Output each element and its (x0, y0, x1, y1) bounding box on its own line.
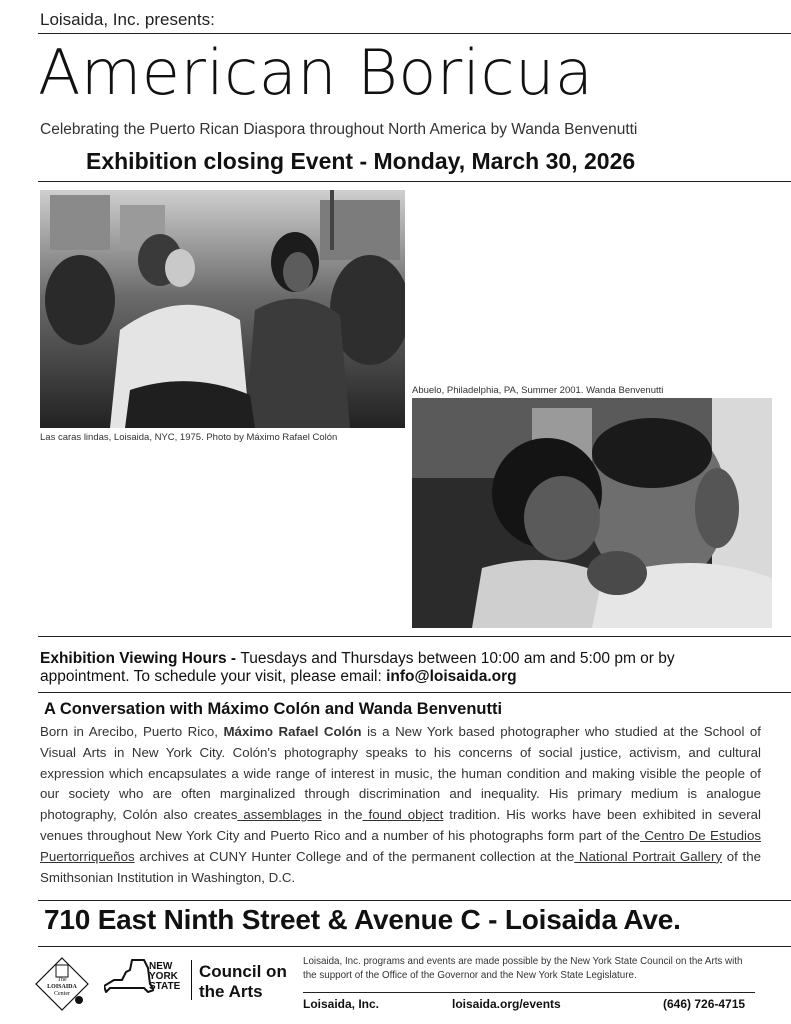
conversation-heading: A Conversation with Máximo Colón and Wanda Benvenutti (44, 700, 503, 718)
divider (38, 181, 791, 182)
new-york-state-icon (104, 958, 154, 998)
bio-text: Born in Arecibo, Puerto Rico, (40, 724, 224, 739)
dancers-photo-illustration (40, 190, 405, 428)
divider (38, 900, 791, 901)
hours-label: Exhibition Viewing Hours - (40, 650, 241, 667)
divider (38, 33, 791, 34)
presents-line: Loisaida, Inc. presents: (40, 10, 215, 29)
centro-link[interactable]: Centro De Estudios Puertorriqueños (40, 827, 761, 864)
artist-name: Máximo Rafael Colón (223, 724, 362, 739)
assemblages-link[interactable]: assemblages (237, 807, 322, 823)
contact-email[interactable]: info@loisaida.org (386, 668, 517, 685)
bio-text: of the Smithsonian Institution in Washington, D.C. (40, 848, 761, 885)
artist-bio (40, 722, 761, 888)
nys-line: NEW (149, 961, 173, 972)
logo-line: LOISAIDA (47, 984, 77, 990)
divider (38, 636, 791, 637)
funding-statement: Loisaida, Inc. programs and events are made possible by the New York State Council on the Arts with the support of the Office of the Governor and the New York State Legislature. (303, 956, 743, 981)
footer-org: Loisaida, Inc. (303, 997, 380, 1011)
portrait-gallery-link[interactable]: National Portrait Gallery (574, 848, 723, 864)
loisaida-center-logo (34, 956, 90, 1012)
viewing-hours (40, 650, 760, 686)
bio-text: tradition. His works have been exhibited in several venues throughout New York City and Puerto Rico and a number of his photographs form part of the (40, 807, 761, 843)
divider (38, 692, 791, 693)
abuelo-photo-illustration (412, 398, 772, 628)
bio-text: is a New York based photographer who studied at the School of Visual Arts in New York City. Colón's photography speaks to his concerns of social justice, activism, and cultural expression which encapsulates a wide range of interest in music, the human condition and making visible the people of our society who are often marginalized through discrimination and inequality. His primary medium is analogue photography, Colón also creates (40, 724, 761, 823)
loisaida-logo-text (34, 977, 90, 998)
council-line: Council on (199, 962, 287, 981)
photo-dancers (40, 190, 405, 428)
nys-map-icon (104, 958, 154, 998)
bio-text: archives at CUNY Hunter College and of the permanent collection at the (134, 848, 575, 864)
divider (303, 992, 755, 993)
photo-abuelo (412, 398, 772, 628)
address: 710 East Ninth Street & Avenue C - Loisaida Ave. (44, 904, 681, 935)
nys-line: YORK (149, 971, 178, 982)
divider (38, 946, 791, 947)
logo-line: Center (54, 991, 70, 997)
logo-divider (191, 960, 192, 1000)
subtitle: Celebrating the Puerto Rican Diaspora throughout North America by Wanda Benvenutti (40, 121, 638, 138)
found-object-link[interactable]: found object (362, 807, 444, 823)
hours-text: Tuesdays and Thursdays between 10:00 am and 5:00 pm or by appointment. To schedule your visit, please email: (40, 650, 675, 685)
page-title: American Boricua (38, 36, 594, 109)
footer-phone: (646) 726-4715 (663, 997, 746, 1011)
bio-text: in the (321, 807, 363, 823)
closing-event-heading: Exhibition closing Event - Monday, March 30, 2026 (86, 148, 636, 174)
photo-caption: Las caras lindas, Loisaida, NYC, 1975. Photo by Máximo Rafael Colón (40, 432, 338, 443)
footer-website-link[interactable]: loisaida.org/events (452, 997, 561, 1011)
nys-label (149, 962, 180, 992)
council-on-the-arts (199, 962, 287, 1002)
photo-caption: Abuelo, Philadelphia, PA, Summer 2001. Wanda Benvenutti (412, 385, 664, 396)
council-line: the Arts (199, 982, 263, 1001)
logo-line: The (57, 977, 67, 983)
nys-line: STATE (149, 981, 181, 992)
